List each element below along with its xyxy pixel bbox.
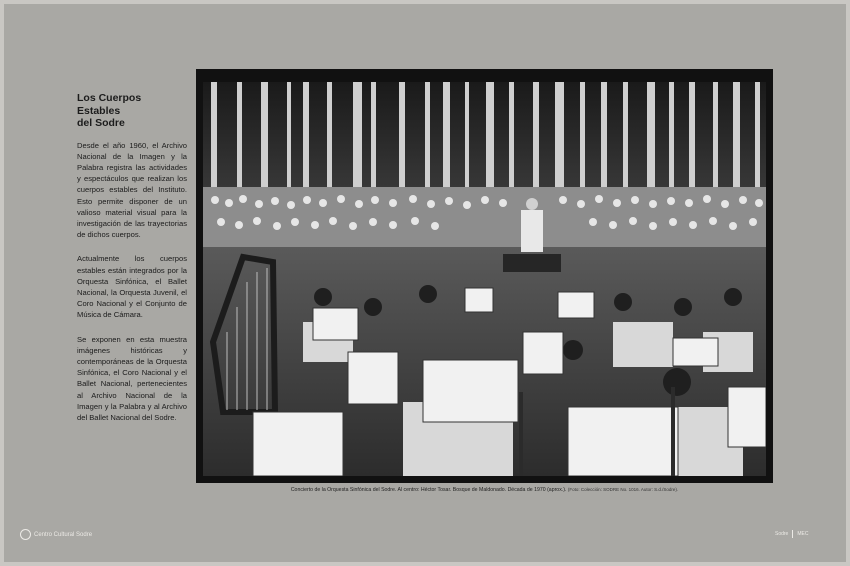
- caption-credit: (Foto: Colección: SODRE No. 1016. Autor: S.d./Sodre).: [567, 487, 679, 492]
- photo-frame: [196, 69, 773, 483]
- photo-caption: [196, 487, 773, 493]
- logo-circle-icon: [20, 529, 31, 540]
- article-paragraph-3: Se exponen en esta muestra imágenes históricas y contemporáneas de la Orquesta Sinfónica, el Coro Nacional y el Ballet Nacional, pertenecientes al Archivo Nacional de la Imagen y la Palabra y al Archivo del Ballet Nacional del Sodre.: [77, 334, 187, 422]
- article-paragraph-1: Desde el año 1960, el Archivo Nacional de la Imagen y la Palabra registra las actividades y espectáculos que realizan los cuerpos estables del Instituto. Esto permite disponer de un valioso material visual para la investigación de las trayectorias de dichos cuerpos.: [77, 140, 187, 240]
- caption-text: Concierto de la Orquesta Sinfónica del Sodre. Al centro: Héctor Tosar. Bosque de Maldonado. Década de 1970 (aprox.).: [290, 487, 567, 493]
- logo-left-text: Centro Cultural Sodre: [34, 531, 93, 538]
- article-heading: Los Cuerpos Estables del Sodre: [77, 92, 142, 129]
- article-column: [77, 92, 187, 436]
- logo-mec-text: MEC: [797, 531, 809, 537]
- article-paragraph-2: Actualmente los cuerpos estables están integrados por la Orquesta Sinfónica, el Ballet Nacional, la Orquesta Juvenil, el Coro Nacional y el Conjunto de Música de Cámara.: [77, 254, 187, 320]
- logo-separator: [792, 530, 793, 538]
- orchestra-photo: [203, 82, 766, 476]
- logo-sodre-text: Sodre: [775, 531, 789, 537]
- orchestra-photo-illustration: [203, 82, 766, 476]
- centro-cultural-logo: [20, 529, 92, 540]
- institution-logos: [775, 530, 808, 538]
